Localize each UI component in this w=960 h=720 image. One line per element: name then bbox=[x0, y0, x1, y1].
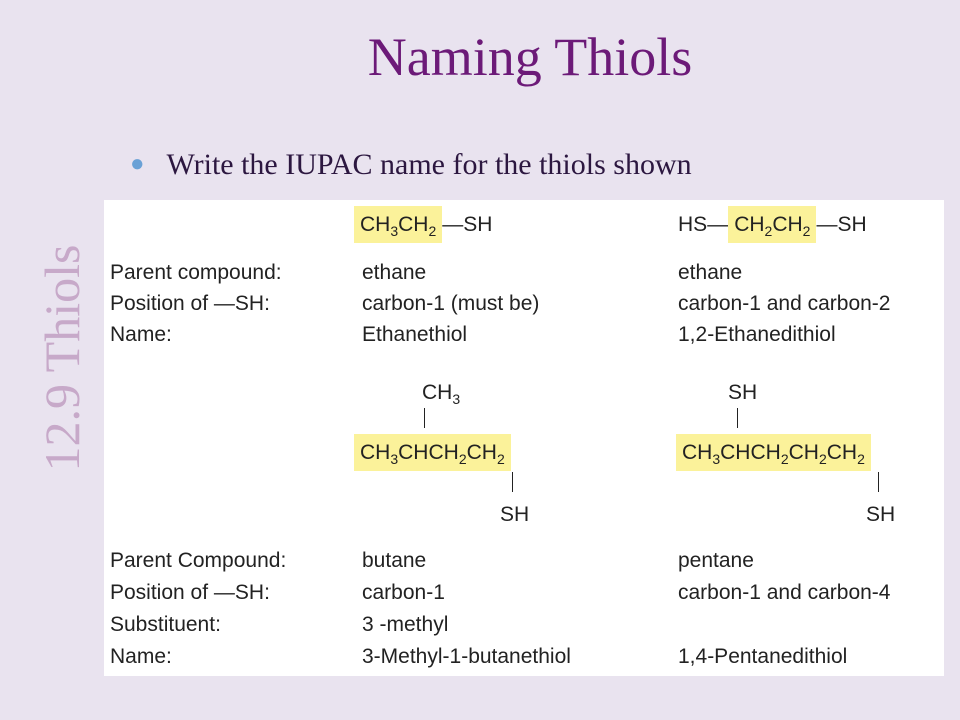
ex2-position: carbon-1 and carbon-2 bbox=[678, 292, 891, 315]
formula-highlight: $CH_3CHCH_2CH_2CH_2$ bbox=[676, 434, 871, 471]
side-label: 12.9 Thiols bbox=[34, 244, 90, 472]
formula-pentanedithiol bbox=[676, 441, 871, 467]
ex3-name: 3-Methyl-1-butanethiol bbox=[362, 645, 571, 668]
formula-highlight: $CH_2CH_2$ bbox=[728, 206, 816, 243]
ex1-parent: ethane bbox=[362, 261, 427, 284]
ex4-position: carbon-1 and carbon-4 bbox=[678, 581, 891, 604]
formula-methylbutanethiol bbox=[354, 441, 511, 467]
ex3-ch3-branch: $CH_3$ bbox=[422, 381, 461, 407]
formula-highlight: $CH_3CHCH_2CH_2$ bbox=[354, 434, 511, 471]
label-position-1: Position of —SH: bbox=[110, 292, 270, 315]
ex3-bond-down bbox=[512, 472, 513, 492]
ex4-sh-bottom: SH bbox=[866, 503, 896, 526]
ex4-bond-up bbox=[737, 408, 738, 428]
label-name-2: Name: bbox=[110, 645, 172, 668]
ex3-parent: butane bbox=[362, 549, 427, 572]
ex3-bond-up bbox=[424, 408, 425, 428]
ex4-bond-down bbox=[878, 472, 879, 492]
label-substituent-2: Substituent: bbox=[110, 613, 221, 636]
slide-title: Naming Thiols bbox=[367, 27, 693, 87]
ex3-position: carbon-1 bbox=[362, 581, 445, 604]
ex1-position: carbon-1 (must be) bbox=[362, 292, 540, 315]
examples-panel bbox=[104, 200, 944, 676]
ex4-sh-top: SH bbox=[728, 381, 758, 404]
formula-ethanedithiol: HS— $CH_2CH_2$ —SH bbox=[678, 214, 867, 235]
label-name-1: Name: bbox=[110, 323, 172, 346]
label-position-2: Position of —SH: bbox=[110, 581, 270, 604]
ex4-name: 1,4-Pentanedithiol bbox=[678, 645, 848, 668]
ex2-name: 1,2-Ethanedithiol bbox=[678, 323, 836, 346]
ex3-substituent: 3 -methyl bbox=[362, 613, 449, 636]
ex1-name: Ethanethiol bbox=[362, 323, 468, 346]
bullet-text: Write the IUPAC name for the thiols shown bbox=[166, 148, 692, 181]
label-parent-2: Parent Compound: bbox=[110, 549, 287, 572]
formula-highlight: $CH_3CH_2$ bbox=[354, 206, 442, 243]
ex4-parent: pentane bbox=[678, 549, 754, 572]
bullet-item bbox=[130, 148, 692, 182]
label-parent-1: Parent compound: bbox=[110, 261, 282, 284]
ex3-sh: SH bbox=[500, 503, 530, 526]
bullet-dot-icon: ● bbox=[130, 151, 145, 177]
ex2-parent: ethane bbox=[678, 261, 743, 284]
formula-ethanethiol: $CH_3CH_2$ —SH bbox=[354, 214, 492, 235]
